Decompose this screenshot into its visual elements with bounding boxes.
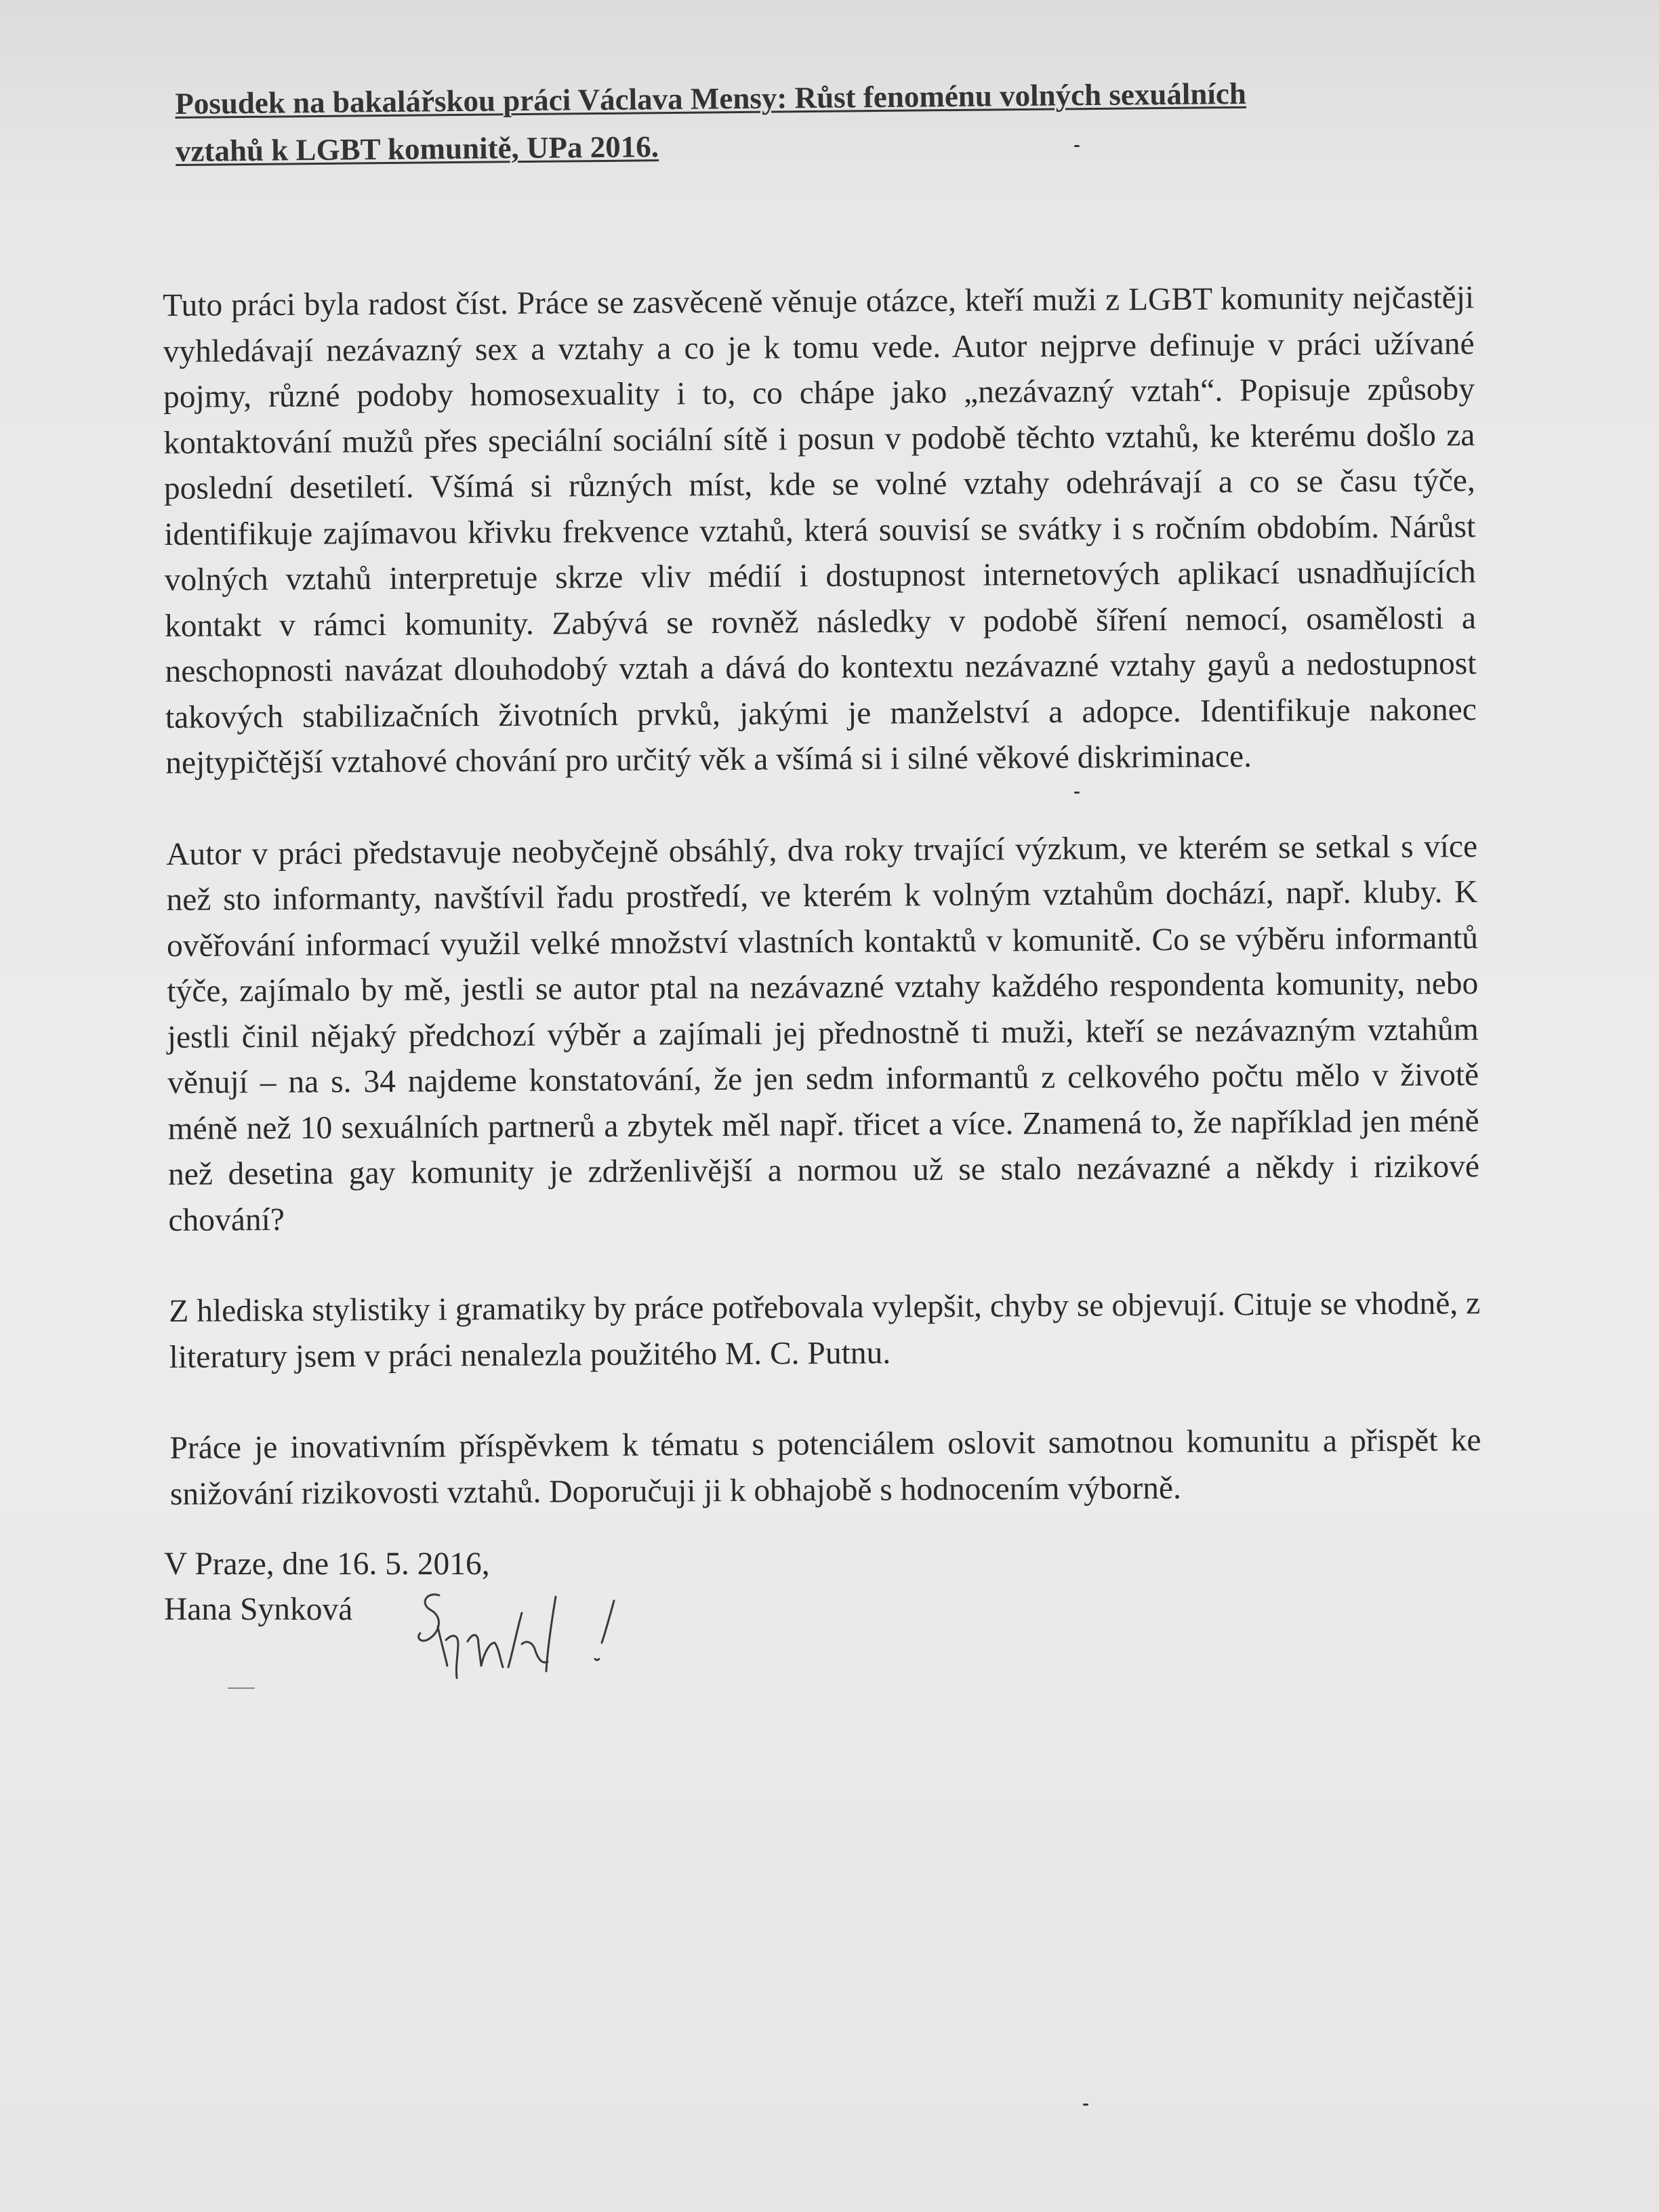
- author-name: Hana Synková: [164, 1592, 353, 1627]
- document-body: [163, 275, 1481, 1517]
- title-line-2: vztahů k LGBT komunitě, UPa 2016.: [175, 129, 659, 168]
- scan-speck: [1083, 2104, 1088, 2106]
- document-title: [175, 67, 1544, 175]
- paragraph-conclusion: Práce je inovativním příspěvkem k tématu s potenciálem oslovit samotnou komunitu a přispět ke snižování rizikovosti vztahů. Doporučuji ji k obhajobě s hodnocením výborně.: [169, 1422, 1481, 1512]
- scan-speck: [1074, 145, 1080, 147]
- paragraph-style: Z hlediska stylistiky i gramatiky by práce potřebovala vylepšit, chyby se objevují. Cituje se vhodně, z literatury jsem v práci nenalezla použitého M. C. Putnu.: [169, 1286, 1481, 1375]
- title-line-1: Posudek na bakalářskou práci Václava Mensy: Růst fenoménu volných sexuálních: [175, 76, 1247, 121]
- scan-speck: [1074, 792, 1080, 794]
- scan-speck: [228, 1687, 255, 1689]
- paragraph-intro: Tuto práci byla radost číst. Práce se zasvěceně věnuje otázce, kteří muži z LGBT komunity nejčastěji vyhledávají nezávazný sex a vztahy a co je k tomu vede. Autor nejprve definuje v práci užívané pojmy, různé podoby homosexuality i to, co chápe jako „nezávazný vztah“. Popisuje způsoby kontaktování mužů přes speciální sociální sítě i posun v podobě těchto vztahů, ke kterému došlo za poslední desetiletí. Všímá si různých míst, kde se volné vztahy odehrávají a co se času týče, identifikuje zajímavou křivku frekvence vztahů, která souvisí se svátky i s ročním obdobím. Nárůst volných vztahů interpretuje skrze vliv médií i dostupnost internetových aplikací usnadňujících kontakt v rámci komunity. Zabývá se rovněž následky v podobě šíření nemocí, osamělosti a neschopnosti navázat dlouhodobý vztah a dává do kontextu nezávazné vztahy gayů a nedostupnost takových stabilizačních životních prvků, jakými je manželství a adopce. Identifikuje nakonec nejtypičtější vztahové chování pro určitý věk a všímá si i silné věkové diskriminace.: [163, 280, 1477, 781]
- paragraph-research: Autor v práci představuje neobyčejně obsáhlý, dva roky trvající výzkum, ve kterém se setkal s více než sto informanty, navštívil řadu prostředí, ve kterém k volným vztahům dochází, např. kluby. K ověřování informací využil velké množství vlastních kontaktů v komunitě. Co se výběru informantů týče, zajímalo by mě, jestli se autor ptal na nezávazné vztahy každého respondenta komunity, nebo jestli činil nějaký předchozí výběr a zajímali jej přednostně ti muži, kteří se nezávazným vztahům věnují – na s. 34 najdeme konstatování, že jen sedm informantů z celkového počtu mělo v životě méně než 10 sexuálních partnerů a zbytek měl např. třicet a více. Znamená to, že například jen méně než desetina gay komunity je zdrženlivější a normou už se stalo nezávazné a někdy i rizikové chování?: [165, 828, 1480, 1238]
- handwritten-signature: [413, 1586, 637, 1701]
- place-date: V Praze, dne 16. 5. 2016,: [164, 1547, 490, 1582]
